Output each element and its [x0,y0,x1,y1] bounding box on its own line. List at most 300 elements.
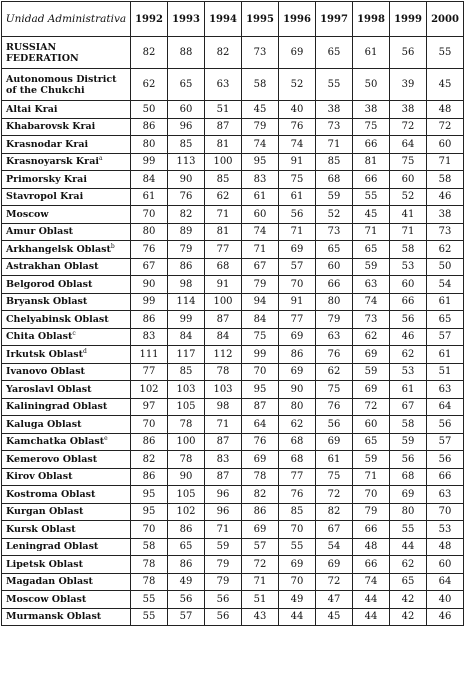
row-label: Kaliningrad Oblast [6,401,108,413]
column-header-year: 1992 [131,2,168,37]
table-body [2,37,464,626]
row-label-cell [2,188,131,206]
value-cell: 90 [279,381,316,399]
value-cell: 56 [390,37,427,69]
value-cell: 52 [316,206,353,224]
value-cell: 77 [205,241,242,259]
value-cell: 71 [279,223,316,241]
row-label: Murmansk Oblast [6,611,102,623]
value-cell: 72 [316,486,353,504]
row-label-cell [2,328,131,346]
value-cell: 66 [390,293,427,311]
value-cell: 67 [242,258,279,276]
value-cell: 73 [353,311,390,329]
value-cell: 87 [205,118,242,136]
value-cell: 59 [316,188,353,206]
value-cell: 80 [279,398,316,416]
value-cell: 95 [242,153,279,171]
data-table-container [1,1,464,626]
row-label-cell [2,346,131,364]
footnote-marker: a [98,155,103,163]
value-cell: 44 [279,608,316,626]
value-cell: 64 [242,416,279,434]
column-header-year: 1995 [242,2,279,37]
value-cell: 79 [242,276,279,294]
value-cell: 71 [205,521,242,539]
table-row [2,101,464,119]
value-cell: 55 [427,37,464,69]
value-cell: 58 [242,69,279,101]
value-cell: 44 [353,608,390,626]
value-cell: 88 [168,37,205,69]
value-cell: 90 [131,276,168,294]
value-cell: 40 [279,101,316,119]
value-cell: 59 [353,258,390,276]
value-cell: 66 [353,171,390,189]
value-cell: 62 [427,241,464,259]
value-cell: 84 [205,328,242,346]
value-cell: 55 [316,69,353,101]
value-cell: 91 [279,153,316,171]
value-cell: 78 [242,468,279,486]
column-header-unit: Unidad Administrativa [2,2,131,37]
table-row [2,293,464,311]
value-cell: 70 [242,363,279,381]
table-row [2,241,464,259]
value-cell: 71 [390,223,427,241]
value-cell: 38 [390,101,427,119]
value-cell: 66 [316,276,353,294]
row-label: Khabarovsk Krai [6,121,96,133]
value-cell: 86 [131,118,168,136]
row-label: Kurgan Oblast [6,506,84,518]
value-cell: 47 [316,591,353,609]
value-cell: 61 [242,188,279,206]
value-cell: 65 [390,573,427,591]
table-row [2,346,464,364]
value-cell: 75 [316,468,353,486]
header-row [2,2,464,37]
value-cell: 97 [131,398,168,416]
value-cell: 65 [168,69,205,101]
value-cell: 81 [353,153,390,171]
value-cell: 45 [427,69,464,101]
value-cell: 72 [390,118,427,136]
value-cell: 72 [353,398,390,416]
table-row [2,311,464,329]
value-cell: 77 [131,363,168,381]
value-cell: 83 [242,171,279,189]
value-cell: 67 [390,398,427,416]
row-label: Astrakhan Oblast [6,261,99,273]
value-cell: 68 [390,468,427,486]
value-cell: 61 [316,451,353,469]
value-cell: 54 [427,276,464,294]
value-cell: 86 [242,503,279,521]
value-cell: 84 [242,311,279,329]
value-cell: 50 [353,69,390,101]
value-cell: 62 [131,69,168,101]
value-cell: 56 [316,416,353,434]
table-row [2,37,464,69]
value-cell: 52 [390,188,427,206]
value-cell: 66 [353,521,390,539]
value-cell: 57 [168,608,205,626]
row-label-cell [2,591,131,609]
value-cell: 62 [316,363,353,381]
value-cell: 113 [168,153,205,171]
value-cell: 56 [427,416,464,434]
table-row [2,521,464,539]
column-header-year: 2000 [427,2,464,37]
value-cell: 69 [279,363,316,381]
value-cell: 46 [427,188,464,206]
value-cell: 65 [353,241,390,259]
value-cell: 69 [279,241,316,259]
table-row [2,188,464,206]
value-cell: 82 [168,206,205,224]
table-row [2,223,464,241]
table-row [2,171,464,189]
value-cell: 58 [131,538,168,556]
value-cell: 87 [242,398,279,416]
row-label: Krasnoyarsk Krai [6,156,99,168]
row-label-cell [2,37,131,69]
value-cell: 66 [353,556,390,574]
row-label-cell [2,241,131,259]
value-cell: 60 [316,258,353,276]
value-cell: 69 [279,37,316,69]
value-cell: 89 [168,223,205,241]
footnote-marker: c [72,330,76,338]
value-cell: 64 [427,573,464,591]
value-cell: 38 [316,101,353,119]
value-cell: 91 [205,276,242,294]
value-cell: 76 [316,346,353,364]
value-cell: 100 [168,433,205,451]
value-cell: 55 [353,188,390,206]
value-cell: 82 [131,37,168,69]
value-cell: 71 [205,206,242,224]
value-cell: 62 [205,188,242,206]
table-row [2,153,464,171]
value-cell: 90 [168,171,205,189]
row-label: Yaroslavl Oblast [6,383,92,395]
row-label: Altai Krai [6,103,58,115]
value-cell: 49 [279,591,316,609]
row-label: Amur Oblast [6,226,74,238]
value-cell: 69 [316,556,353,574]
table-row [2,416,464,434]
row-label-cell [2,451,131,469]
value-cell: 48 [427,538,464,556]
value-cell: 65 [316,37,353,69]
row-label: Irkutsk Oblast [6,348,83,360]
value-cell: 61 [131,188,168,206]
value-cell: 68 [279,451,316,469]
value-cell: 56 [390,451,427,469]
value-cell: 86 [131,433,168,451]
value-cell: 80 [131,136,168,154]
value-cell: 56 [427,451,464,469]
value-cell: 65 [316,241,353,259]
row-label-cell [2,118,131,136]
value-cell: 75 [279,171,316,189]
value-cell: 78 [168,451,205,469]
value-cell: 86 [131,311,168,329]
value-cell: 45 [353,206,390,224]
value-cell: 46 [427,608,464,626]
row-label: Kamchatka Oblast [6,436,105,448]
value-cell: 100 [205,153,242,171]
row-label-cell [2,153,131,171]
value-cell: 74 [242,223,279,241]
value-cell: 57 [427,328,464,346]
value-cell: 69 [279,556,316,574]
table-row [2,573,464,591]
row-label: Belgorod Oblast [6,278,93,290]
value-cell: 63 [205,69,242,101]
value-cell: 79 [353,503,390,521]
value-cell: 80 [131,223,168,241]
value-cell: 59 [205,538,242,556]
row-label-cell [2,293,131,311]
value-cell: 71 [353,468,390,486]
column-header-year: 1993 [168,2,205,37]
table-row [2,276,464,294]
value-cell: 71 [353,223,390,241]
value-cell: 65 [168,538,205,556]
value-cell: 48 [427,101,464,119]
row-label: Ivanovo Oblast [6,366,85,378]
value-cell: 65 [427,311,464,329]
value-cell: 69 [353,381,390,399]
value-cell: 79 [168,241,205,259]
value-cell: 70 [279,573,316,591]
row-label: Primorsky Krai [6,173,87,185]
value-cell: 60 [390,276,427,294]
value-cell: 60 [168,101,205,119]
value-cell: 50 [131,101,168,119]
value-cell: 70 [427,503,464,521]
value-cell: 96 [205,486,242,504]
value-cell: 62 [390,346,427,364]
value-cell: 76 [168,188,205,206]
value-cell: 71 [242,573,279,591]
row-label-cell [2,468,131,486]
value-cell: 70 [131,521,168,539]
row-label-cell [2,573,131,591]
row-label: Autonomous District of the Chukchi [6,73,117,96]
value-cell: 76 [279,118,316,136]
value-cell: 82 [205,37,242,69]
value-cell: 83 [131,328,168,346]
value-cell: 61 [427,293,464,311]
value-cell: 74 [353,293,390,311]
value-cell: 86 [279,346,316,364]
value-cell: 86 [168,556,205,574]
value-cell: 73 [316,118,353,136]
row-label-cell [2,311,131,329]
value-cell: 70 [131,416,168,434]
value-cell: 78 [205,363,242,381]
value-cell: 55 [131,608,168,626]
value-cell: 56 [168,591,205,609]
value-cell: 40 [427,591,464,609]
value-cell: 60 [390,171,427,189]
value-cell: 72 [427,118,464,136]
value-cell: 102 [131,381,168,399]
value-cell: 76 [131,241,168,259]
value-cell: 70 [131,206,168,224]
value-cell: 87 [205,433,242,451]
value-cell: 52 [279,69,316,101]
row-label-cell [2,556,131,574]
value-cell: 42 [390,608,427,626]
column-header-year: 1998 [353,2,390,37]
value-cell: 82 [242,486,279,504]
value-cell: 42 [390,591,427,609]
value-cell: 68 [205,258,242,276]
value-cell: 70 [279,276,316,294]
row-label-cell [2,69,131,101]
row-label: RUSSIAN FEDERATION [6,41,79,64]
value-cell: 87 [205,468,242,486]
value-cell: 67 [131,258,168,276]
value-cell: 81 [205,136,242,154]
value-cell: 103 [168,381,205,399]
table-row [2,398,464,416]
value-cell: 74 [353,573,390,591]
value-cell: 48 [353,538,390,556]
row-label-cell [2,608,131,626]
row-label: Krasnodar Krai [6,138,89,150]
value-cell: 53 [427,521,464,539]
row-label-cell [2,433,131,451]
row-label: Stavropol Krai [6,191,84,203]
value-cell: 75 [390,153,427,171]
value-cell: 60 [427,136,464,154]
table-row [2,206,464,224]
value-cell: 72 [316,573,353,591]
value-cell: 85 [316,153,353,171]
value-cell: 105 [168,486,205,504]
column-header-year: 1996 [279,2,316,37]
row-label-cell [2,503,131,521]
value-cell: 70 [353,486,390,504]
row-label-cell [2,276,131,294]
value-cell: 67 [316,521,353,539]
value-cell: 43 [242,608,279,626]
value-cell: 68 [279,433,316,451]
value-cell: 99 [131,293,168,311]
value-cell: 45 [316,608,353,626]
value-cell: 56 [390,311,427,329]
footnote-marker: d [82,347,87,355]
value-cell: 75 [353,118,390,136]
value-cell: 71 [242,241,279,259]
value-cell: 75 [316,381,353,399]
value-cell: 100 [205,293,242,311]
value-cell: 87 [205,311,242,329]
row-label: Magadan Oblast [6,576,93,588]
value-cell: 62 [353,328,390,346]
value-cell: 78 [131,556,168,574]
row-label-cell [2,171,131,189]
row-label-cell [2,363,131,381]
value-cell: 80 [390,503,427,521]
row-label: Lipetsk Oblast [6,558,84,570]
value-cell: 63 [316,328,353,346]
value-cell: 55 [279,538,316,556]
row-label-cell [2,538,131,556]
table-row [2,503,464,521]
value-cell: 82 [316,503,353,521]
table-row [2,328,464,346]
row-label: Moscow Oblast [6,593,87,605]
value-cell: 60 [353,416,390,434]
table-row [2,468,464,486]
value-cell: 114 [168,293,205,311]
value-cell: 64 [390,136,427,154]
value-cell: 95 [131,503,168,521]
row-label-cell [2,486,131,504]
value-cell: 103 [205,381,242,399]
value-cell: 73 [316,223,353,241]
value-cell: 112 [205,346,242,364]
value-cell: 58 [427,171,464,189]
value-cell: 90 [168,468,205,486]
value-cell: 96 [205,503,242,521]
table-row [2,556,464,574]
value-cell: 63 [427,381,464,399]
value-cell: 79 [316,311,353,329]
value-cell: 98 [205,398,242,416]
value-cell: 55 [390,521,427,539]
row-label-cell [2,258,131,276]
value-cell: 55 [131,591,168,609]
value-cell: 86 [168,258,205,276]
value-cell: 62 [279,416,316,434]
value-cell: 58 [390,241,427,259]
value-cell: 79 [205,556,242,574]
value-cell: 56 [205,591,242,609]
row-label: Kirov Oblast [6,471,73,483]
column-header-year: 1994 [205,2,242,37]
value-cell: 45 [242,101,279,119]
value-cell: 86 [131,468,168,486]
value-cell: 41 [390,206,427,224]
value-cell: 63 [427,486,464,504]
value-cell: 91 [279,293,316,311]
value-cell: 80 [316,293,353,311]
row-label-cell [2,416,131,434]
value-cell: 76 [316,398,353,416]
value-cell: 78 [131,573,168,591]
value-cell: 38 [353,101,390,119]
value-cell: 53 [390,363,427,381]
value-cell: 51 [242,591,279,609]
table-row [2,258,464,276]
value-cell: 98 [168,276,205,294]
table-row [2,486,464,504]
value-cell: 84 [168,328,205,346]
value-cell: 51 [427,363,464,381]
value-cell: 44 [390,538,427,556]
value-cell: 44 [353,591,390,609]
value-cell: 96 [168,118,205,136]
value-cell: 83 [205,451,242,469]
